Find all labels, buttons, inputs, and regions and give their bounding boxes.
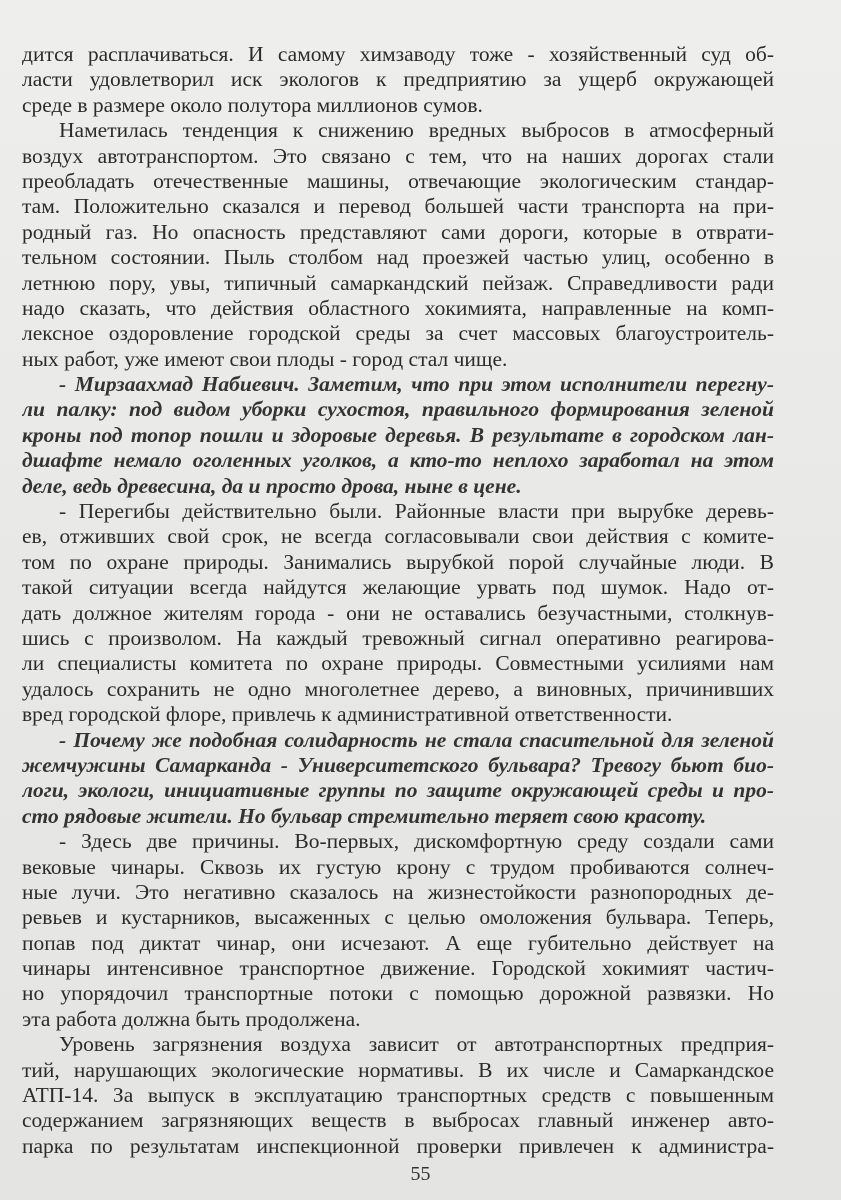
interview-question-line: ли палку: под видом уборки сухостоя, правильного формирования зеленой xyxy=(22,397,774,422)
text-line: Наметилась тенденция к снижению вредных выбросов в атмосферный xyxy=(59,118,774,143)
text-line: вековые чинары. Сквозь их густую крону с трудом пробиваются солнеч- xyxy=(22,854,774,879)
text-line: попав под диктат чинар, они исчезают. А еще губительно действует на xyxy=(22,930,774,955)
text-line: ных работ, уже имеют свои плоды - город стал чище. xyxy=(22,346,508,371)
interview-question-line: - Мирзаахмад Набиевич. Заметим, что при этом исполнители перегну- xyxy=(59,372,774,397)
text-line: АТП-14. За выпуск в эксплуатацию транспортных средств с повышенным xyxy=(22,1083,774,1108)
interview-question-line: кроны под топор пошли и здоровые деревья. В результате в городском лан- xyxy=(22,422,774,447)
text-line: надо сказать, что действия областного хокимията, направленные на комп- xyxy=(22,295,774,320)
text-line: преобладать отечественные машины, отвечающие экологическим стандар- xyxy=(22,168,774,193)
text-line: воздух автотранспортом. Это связано с тем, что на наших дорогах стали xyxy=(22,143,774,168)
text-line: ли специалисты комитета по охране природы. Совместными усилиями нам xyxy=(22,651,774,676)
body-text xyxy=(22,42,774,1159)
text-line: но упорядочил транспортные потоки с помощью дорожной развязки. Но xyxy=(22,981,774,1006)
text-line: эта работа должна быть продолжена. xyxy=(22,1006,361,1031)
text-line: родный газ. Но опасность представляют сами дороги, которые в отврати- xyxy=(22,219,774,244)
interview-question-line: деле, ведь древесина, да и просто дрова, ныне в цене. xyxy=(22,473,522,498)
interview-question-line: логи, экологи, инициативные группы по защите окружающей среды и про- xyxy=(22,778,774,803)
text-line: вред городской флоре, привлечь к административной ответственности. xyxy=(22,702,673,727)
text-line: тий, нарушающих экологические нормативы. В их числе и Самаркандское xyxy=(22,1057,774,1082)
text-line: содержанием загрязняющих веществ в выбросах главный инженер авто- xyxy=(22,1108,774,1133)
text-line: лексное оздоровление городской среды за счет массовых благоустроитель- xyxy=(22,321,774,346)
text-line: - Здесь две причины. Во-первых, дискомфортную среду создали сами xyxy=(59,829,774,854)
text-line: парка по результатам инспекционной проверки привлечен к администра- xyxy=(22,1133,774,1158)
text-line: такой ситуации всегда найдутся желающие урвать под шумок. Надо от- xyxy=(22,575,774,600)
text-line: чинары интенсивное транспортное движение. Городской хокимият частич- xyxy=(22,956,774,981)
text-line: ревьев и кустарников, высаженных с целью омоложения бульвара. Теперь, xyxy=(22,905,774,930)
text-line: - Перегибы действительно были. Районные власти при вырубке деревь- xyxy=(59,499,774,524)
text-line: шись с произволом. На каждый тревожный сигнал оперативно реагирова- xyxy=(22,625,774,650)
text-line: ные лучи. Это негативно сказалось на жизнестойкости разнопородных де- xyxy=(22,879,774,904)
text-line: дится расплачиваться. И самому химзаводу тоже - хозяйственный суд об- xyxy=(22,42,774,66)
interview-question-line: дшафте немало оголенных уголков, а кто-то неплохо заработал на этом xyxy=(22,448,774,473)
text-line: там. Положительно сказался и перевод большей части транспорта на при- xyxy=(22,194,774,219)
text-line: среде в размере около полутора миллионов сумов. xyxy=(22,92,483,117)
interview-question-line: жемчужины Самарканда - Университетского бульвара? Тревогу бьют био- xyxy=(22,752,774,777)
text-line: удалось сохранить не одно многолетнее дерево, а виновных, причинивших xyxy=(22,676,774,701)
interview-question-line: сто рядовые жители. Но бульвар стремительно теряет свою красоту. xyxy=(22,803,707,828)
text-line: ласти удовлетворил иск экологов к предприятию за ущерб окружающей xyxy=(22,67,774,92)
text-line: Уровень загрязнения воздуха зависит от автотранспортных предприя- xyxy=(59,1032,774,1057)
text-line: летнюю пору, увы, типичный самаркандский пейзаж. Справедливости ради xyxy=(22,270,774,295)
text-line: тельном состоянии. Пыль столбом над проезжей частью улиц, особенно в xyxy=(22,245,774,270)
interview-question-line: - Почему же подобная солидарность не стала спасительной для зеленой xyxy=(59,727,774,752)
text-line: ев, отживших свой срок, не всегда согласовывали свои действия с комите- xyxy=(22,524,774,549)
page-number: 55 xyxy=(410,1163,431,1185)
text-line: дать должное жителям города - они не оставались безучастными, столкнув- xyxy=(22,600,774,625)
text-line: том по охране природы. Занимались вырубкой порой случайные люди. В xyxy=(22,549,774,574)
